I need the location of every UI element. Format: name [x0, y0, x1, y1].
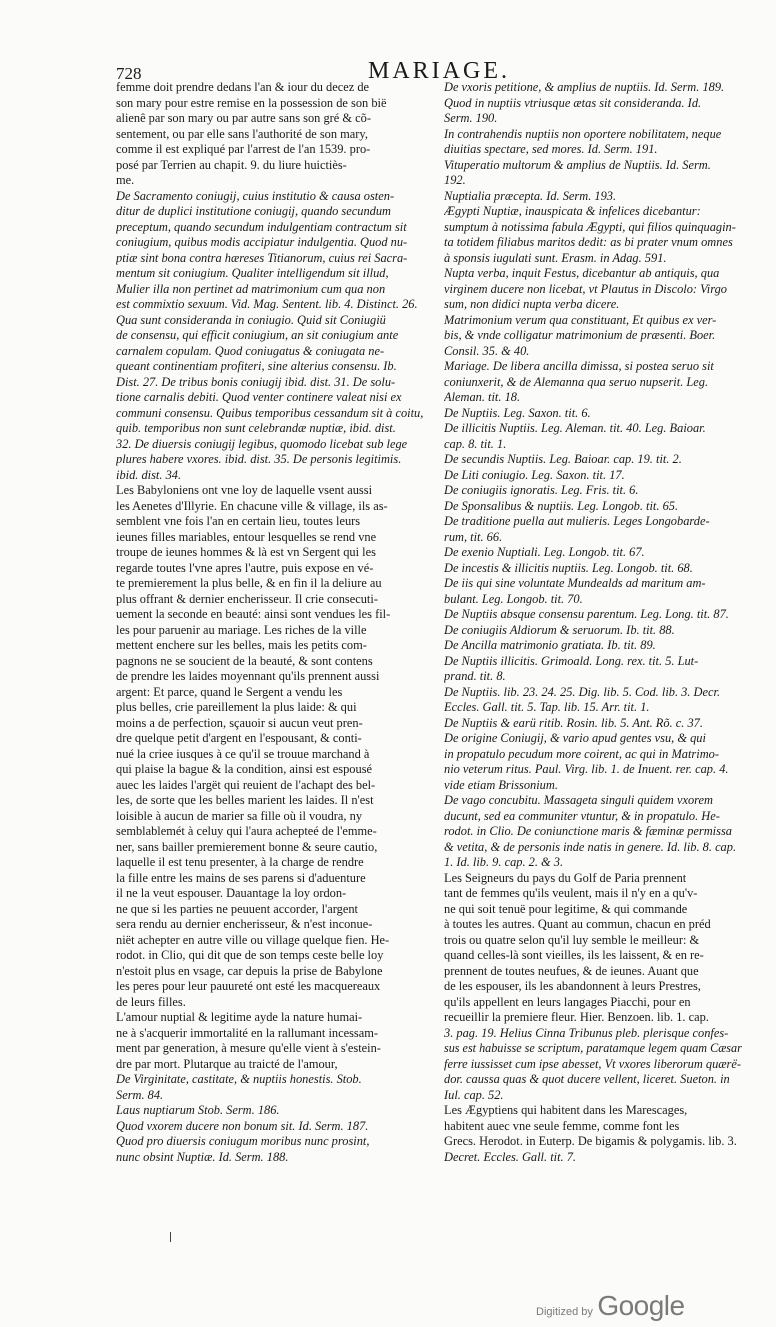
text-line: Mulier illa non pertinet ad matrimonium cum qua non: [116, 281, 386, 296]
text-line: Eccles. Gall. tit. 5. Tap. lib. 15. Arr. tit. 1.: [444, 700, 650, 714]
text-line: De iis qui sine voluntate Mundealds ad maritum am-: [444, 576, 706, 590]
text-line: regarde toutes l'vne apres l'autre, puis expose en vé-: [116, 560, 374, 575]
text-line: De origine Coniugij, & vario apud gentes vsu, & qui: [444, 731, 706, 745]
text-line: vide etiam Brissonium.: [444, 777, 558, 792]
text-line: carnalem copulam. Quod coniugatus & coniugata ne-: [116, 343, 385, 358]
text-line: de les espouser, ils les abandonnent à leurs Prestres,: [444, 979, 701, 993]
text-line: ferre iussisset cum ipse abesset, Vt vxores liberorum quærë-: [444, 1056, 741, 1071]
left-text-column: [116, 80, 438, 1165]
text-line: ducunt, sed ea communiter vtuntur, & in propatulo. He-: [444, 808, 720, 823]
text-line: quand celles-là sont vieilles, ils les laissent, & en re-: [444, 948, 704, 962]
text-line: laquelle il est tenu presenter, à la charge de rendre: [116, 855, 364, 869]
text-line: queant continentiam profiteri, sine alterius consensu. Ib.: [116, 359, 397, 373]
text-line: sentement, ou par elle sans l'authorité de son mary,: [116, 126, 368, 141]
text-line: In contrahendis nuptiis non oportere nobilitatem, neque: [444, 126, 722, 141]
text-line: rodot. in Clio, qui dit que de son temps ceste belle loy: [116, 948, 384, 962]
text-line: Vituperatio multorum & amplius de Nuptiis. Id. Serm.: [444, 157, 711, 172]
text-line: prennent de toutes neufues, & de ieunes. Auant que: [444, 963, 699, 978]
text-line: prand. tit. 8.: [444, 669, 506, 683]
text-line: à sponsis iugulati sunt. Erasm. in Adag. 591.: [444, 250, 667, 265]
text-line: qu'ils appellent en leurs langages Piacchi, pour en: [444, 994, 691, 1009]
text-line: L'amour nuptial & legitime ayde la nature humai-: [116, 1010, 363, 1024]
text-line: 3. pag. 19. Helius Cinna Tribunus pleb. plerisque confes-: [444, 1025, 729, 1040]
text-line: De coniugiis ignoratis. Leg. Fris. tit. 6.: [444, 483, 639, 497]
text-line: plus offrant & dernier encherisseur. Il crie consecuti-: [116, 591, 378, 606]
text-line: De secundis Nuptiis. Leg. Baioar. cap. 19. tit. 2.: [444, 452, 682, 466]
text-line: de consensu, qui efficit coniugium, an sit coniugium ante: [116, 328, 399, 342]
text-line: n'estoit plus en vsage, car depuis la prise de Babylone: [116, 963, 383, 978]
text-line: preceptum, quando secundum indulgentiam contractum sit: [116, 219, 407, 234]
text-line: Grecs. Herodot. in Euterp. De bigamis & polygamis. lib. 3.: [444, 1134, 737, 1148]
text-line: dre par mort. Plutarque au traicté de l'amour,: [116, 1056, 338, 1071]
text-line: mettent enchere sur les belles, mais les petits com-: [116, 638, 367, 652]
text-line: ner, sans bailler premierement bonne & seure cautio,: [116, 839, 378, 854]
text-line: femme doit prendre dedans l'an & iour du decez de: [116, 80, 370, 94]
text-line: De Ancilla matrimonio gratiata. Ib. tit. 89.: [444, 638, 656, 652]
text-line: De Nuptiis absque consensu parentum. Leg. Long. tit. 87.: [444, 607, 729, 621]
text-line: moins a de perfection, sçauoir si aucun veut pren-: [116, 715, 363, 730]
text-line: Quod vxorem ducere non bonum sit. Id. Serm. 187.: [116, 1118, 369, 1133]
text-line: comme il est expliqué par l'arrest de l'an 1539. pro-: [116, 142, 371, 156]
text-line: De Sponsalibus & nuptiis. Leg. Longob. tit. 65.: [444, 498, 679, 513]
text-line: loisible à aucun de marier sa fille où il voudra, ny: [116, 808, 363, 823]
running-title: MARIAGE.: [368, 58, 510, 84]
text-line: niët achepter en autre ville ou village quelque fien. He-: [116, 932, 390, 947]
text-line: uement la seconde en beauté: ainsi sont vendues les fil-: [116, 607, 391, 621]
text-line: cap. 8. tit. 1.: [444, 436, 507, 451]
text-line: De illicitis Nuptiis. Leg. Aleman. tit. 40. Leg. Baioar.: [444, 421, 706, 435]
text-line: Quod in nuptiis vtriusque ætas sit consideranda. Id.: [444, 95, 702, 110]
text-line: nunc obsint Nuptiæ. Id. Serm. 188.: [116, 1149, 289, 1164]
text-line: Nupta verba, inquit Festus, dicebantur ab antiquis, qua: [444, 266, 720, 280]
text-line: rum, tit. 66.: [444, 529, 503, 544]
text-line: De Virginitate, castitate, & nuptiis honestis. Stob.: [116, 1072, 362, 1086]
text-line: ment par generation, à mesure qu'elle vient à s'estein-: [116, 1041, 381, 1055]
text-line: semblent vne fois l'an en certain lieu, toutes leurs: [116, 514, 361, 528]
text-line: Laus nuptiarum Stob. Serm. 186.: [116, 1103, 280, 1117]
text-line: tione carnalis debiti. Quod venter continere valeat nisi ex: [116, 390, 402, 404]
text-line: ne que si les parties ne peuuent accorder, l'argent: [116, 901, 358, 916]
text-line: communi consensu. Quibus temporibus cessandum sit à coitu,: [116, 405, 424, 420]
text-line: Serm. 84.: [116, 1087, 164, 1102]
text-line: Serm. 190.: [444, 111, 498, 125]
text-line: plures habere vxores. ibid. dist. 35. De personis legitimis.: [116, 452, 402, 466]
text-line: bis, & vnde colligatur matrimonium de præsenti. Boer.: [444, 328, 716, 342]
text-line: De coniugiis Aldiorum & seruorum. Ib. tit. 88.: [444, 622, 675, 637]
text-line: Aleman. tit. 18.: [444, 390, 521, 404]
text-line: de leurs filles.: [116, 994, 186, 1009]
text-line: les pour paruenir au mariage. Les riches de la ville: [116, 622, 367, 637]
text-line: 32. De diuersis coniugij legibus, quomodo licebat sub lege: [116, 436, 408, 451]
text-line: Ægypti Nuptiæ, inauspicata & infelices dicebantur:: [444, 204, 701, 218]
text-line: alienê par son mary ou par autre sans son gré & cõ-: [116, 111, 371, 125]
text-line: De incestis & illicitis nuptiis. Leg. Longob. tit. 68.: [444, 560, 693, 575]
text-line: qui plaise la bague & la condition, ainsi est espousé: [116, 762, 373, 776]
text-line: Decret. Eccles. Gall. tit. 7.: [444, 1149, 577, 1164]
text-line: trois ou quatre selon qu'il luy semble le meilleur: &: [444, 932, 700, 947]
text-line: ne qui soit tenuë pour legitime, & qui commande: [444, 901, 688, 916]
text-line: coniunxerit, & de Alemanna qua seruo nupserit. Leg.: [444, 374, 709, 389]
text-line: dre quelque petit d'argent en l'espousant, & conti-: [116, 731, 362, 745]
text-line: Nuptialia præcepta. Id. Serm. 193.: [444, 188, 617, 203]
text-line: tant de femmes qu'ils veulent, mais il n'y en a qu'v-: [444, 886, 698, 900]
right-text-column: [444, 80, 742, 1165]
text-line: quib. temporibus non sunt celebrandæ nuptiæ, ibid. dist.: [116, 421, 396, 435]
text-line: de prendre les laides moyennant qu'ils prennent aussi: [116, 669, 380, 683]
text-line: habitent auec vne seule femme, comme font les: [444, 1118, 680, 1133]
text-line: De vxoris petitione, & amplius de nuptiis. Id. Serm. 189.: [444, 80, 725, 94]
text-line: les, de sorte que les belles marient les laides. Il n'est: [116, 793, 374, 807]
text-line: Les Seigneurs du pays du Golf de Paria prennent: [444, 870, 687, 885]
watermark-brand: Google: [597, 1290, 685, 1321]
text-line: son mary pour estre remise en la possession de son bië: [116, 95, 387, 110]
text-line: la fille entre les mains de ses parens si d'aduenture: [116, 870, 366, 885]
text-line: diuitias spectare, sed mores. Id. Serm. 191.: [444, 142, 658, 156]
text-line: Les Babyloniens ont vne loy de laquelle vsent aussi: [116, 483, 373, 497]
text-line: Matrimonium verum qua constituant, Et quibus ex ver-: [444, 312, 717, 327]
text-line: Consil. 35. & 40.: [444, 343, 530, 358]
text-line: Les Ægyptiens qui habitent dans les Marescages,: [444, 1103, 688, 1117]
text-line: nio veterum ritus. Paul. Virg. lib. 1. de Inuent. rer. cap. 4.: [444, 762, 729, 776]
text-line: dor. caussa quas & quot ducere vellent, liceret. Sueton. in: [444, 1072, 730, 1086]
text-line: posé par Terrien au chapit. 9. du liure huictiès-: [116, 157, 347, 172]
text-line: ieunes filles mariables, entour lesquelles se rend vne: [116, 529, 377, 544]
page-number: 728: [116, 64, 142, 83]
text-line: sumptum à notissima fabula Ægypti, qui filios quinquagin-: [444, 219, 736, 234]
text-line: nué la criee iusques à ce qu'il se trouue marchand à: [116, 746, 370, 761]
text-line: me.: [116, 173, 135, 187]
text-line: bulant. Leg. Longob. tit. 70.: [444, 591, 583, 606]
text-line: est commixtio sexuum. Vid. Mag. Sentent. lib. 4. Distinct. 26.: [116, 297, 418, 311]
digitized-watermark: [536, 1290, 685, 1322]
text-line: De Liti coniugio. Leg. Saxon. tit. 17.: [444, 467, 625, 482]
text-line: les peres pour leur pauureté ont esté les macquereaux: [116, 979, 381, 993]
text-line: ditur de duplici institutione coniugij, quando secundum: [116, 204, 391, 218]
watermark-prefix: Digitized by: [536, 1306, 593, 1318]
text-line: recueillir la premiere fleur. Hier. Benzoen. lib. 1. cap.: [444, 1010, 709, 1024]
text-line: De vago concubitu. Massageta singuli quidem vxorem: [444, 793, 713, 807]
text-line: De Nuptiis illicitis. Grimoald. Long. rex. tit. 5. Lut-: [444, 653, 699, 668]
text-line: sus est habuisse se scriptum, paratamque legem quam Cæsar: [444, 1041, 742, 1055]
text-line: De Nuptiis. Leg. Saxon. tit. 6.: [444, 405, 591, 420]
text-line: ptiæ sint bona contra hæreses Titianorum, cuius rei Sacra-: [116, 250, 408, 265]
text-line: les Aenetes d'Illyrie. En chacune ville & village, ils as-: [116, 498, 388, 513]
text-line: plus belles, crie pareillement la plus laide: & qui: [116, 700, 357, 714]
text-line: auec les laides l'argët qui reuient de l'achapt des bel-: [116, 777, 376, 792]
text-line: Quod pro diuersis coniugum moribus nunc prosint,: [116, 1134, 370, 1148]
text-line: il ne la veut espouser. Dauantage la loy ordon-: [116, 886, 347, 900]
text-line: argent: Et parce, quand le Sergent a vendu les: [116, 684, 343, 699]
text-line: virginem ducere non licebat, vt Plautus in Discolo: Virgo: [444, 281, 727, 296]
text-line: De exenio Nuptiali. Leg. Longob. tit. 67.: [444, 545, 645, 559]
text-line: Mariage. De libera ancilla dimissa, si postea seruo sit: [444, 359, 714, 373]
text-line: ta totidem filiabus maritos dedit: as bi prater vnum omnes: [444, 235, 733, 249]
text-line: rodot. in Clio. De coniunctione maris & fæminæ permissa: [444, 824, 732, 838]
text-line: sum, non didici nupta verba dicere.: [444, 297, 620, 311]
text-line: Iul. cap. 52.: [444, 1087, 504, 1102]
text-line: in propatulo pecudum more coirent, ac qui in Matrimo-: [444, 746, 719, 761]
text-line: ne à s'acquerir immortalité en la rallumant incessam-: [116, 1025, 378, 1040]
text-line: pagnons ne se soucient de la beauté, & sont contens: [116, 653, 373, 668]
text-line: semblablemét à celuy qui l'aura achepteé de l'emme-: [116, 824, 377, 838]
text-line: 192.: [444, 173, 466, 187]
margin-mark: [170, 1232, 171, 1242]
text-line: Qua sunt consideranda in coniugio. Quid sit Coniugiü: [116, 312, 386, 327]
text-line: te premierement la plus belle, & en fin il la deliure au: [116, 576, 382, 590]
text-line: 1. Id. lib. 9. cap. 2. & 3.: [444, 855, 564, 869]
text-line: De Nuptiis. lib. 23. 24. 25. Dig. lib. 5. Cod. lib. 3. Decr.: [444, 684, 721, 699]
text-line: De Nuptiis & earü ritib. Rosin. lib. 5. Ant. Rõ. c. 37.: [444, 715, 703, 730]
text-line: troupe de ieunes hommes & là est vn Sergent qui les: [116, 545, 376, 559]
text-line: & vetita, & de personis inde natis in genere. Id. lib. 8. cap.: [444, 839, 737, 854]
text-line: De Sacramento coniugij, cuius institutio & causa osten-: [116, 188, 395, 203]
text-line: mentum sit coniugium. Qualiter intelligendum sit illud,: [116, 266, 389, 280]
text-line: Dist. 27. De tribus bonis coniugij ibid. dist. 31. De solu-: [116, 374, 396, 389]
text-line: De traditione puella aut mulieris. Leges Longobarde-: [444, 514, 710, 528]
text-line: sera rendu au dernier encherisseur, & n'est inconue-: [116, 917, 373, 931]
text-line: ibid. dist. 34.: [116, 467, 182, 482]
text-line: à toutes les autres. Quant au commun, chacun en préd: [444, 917, 711, 931]
text-line: coniugium, quibus modis accipiatur indulgentia. Quod nu-: [116, 235, 408, 249]
